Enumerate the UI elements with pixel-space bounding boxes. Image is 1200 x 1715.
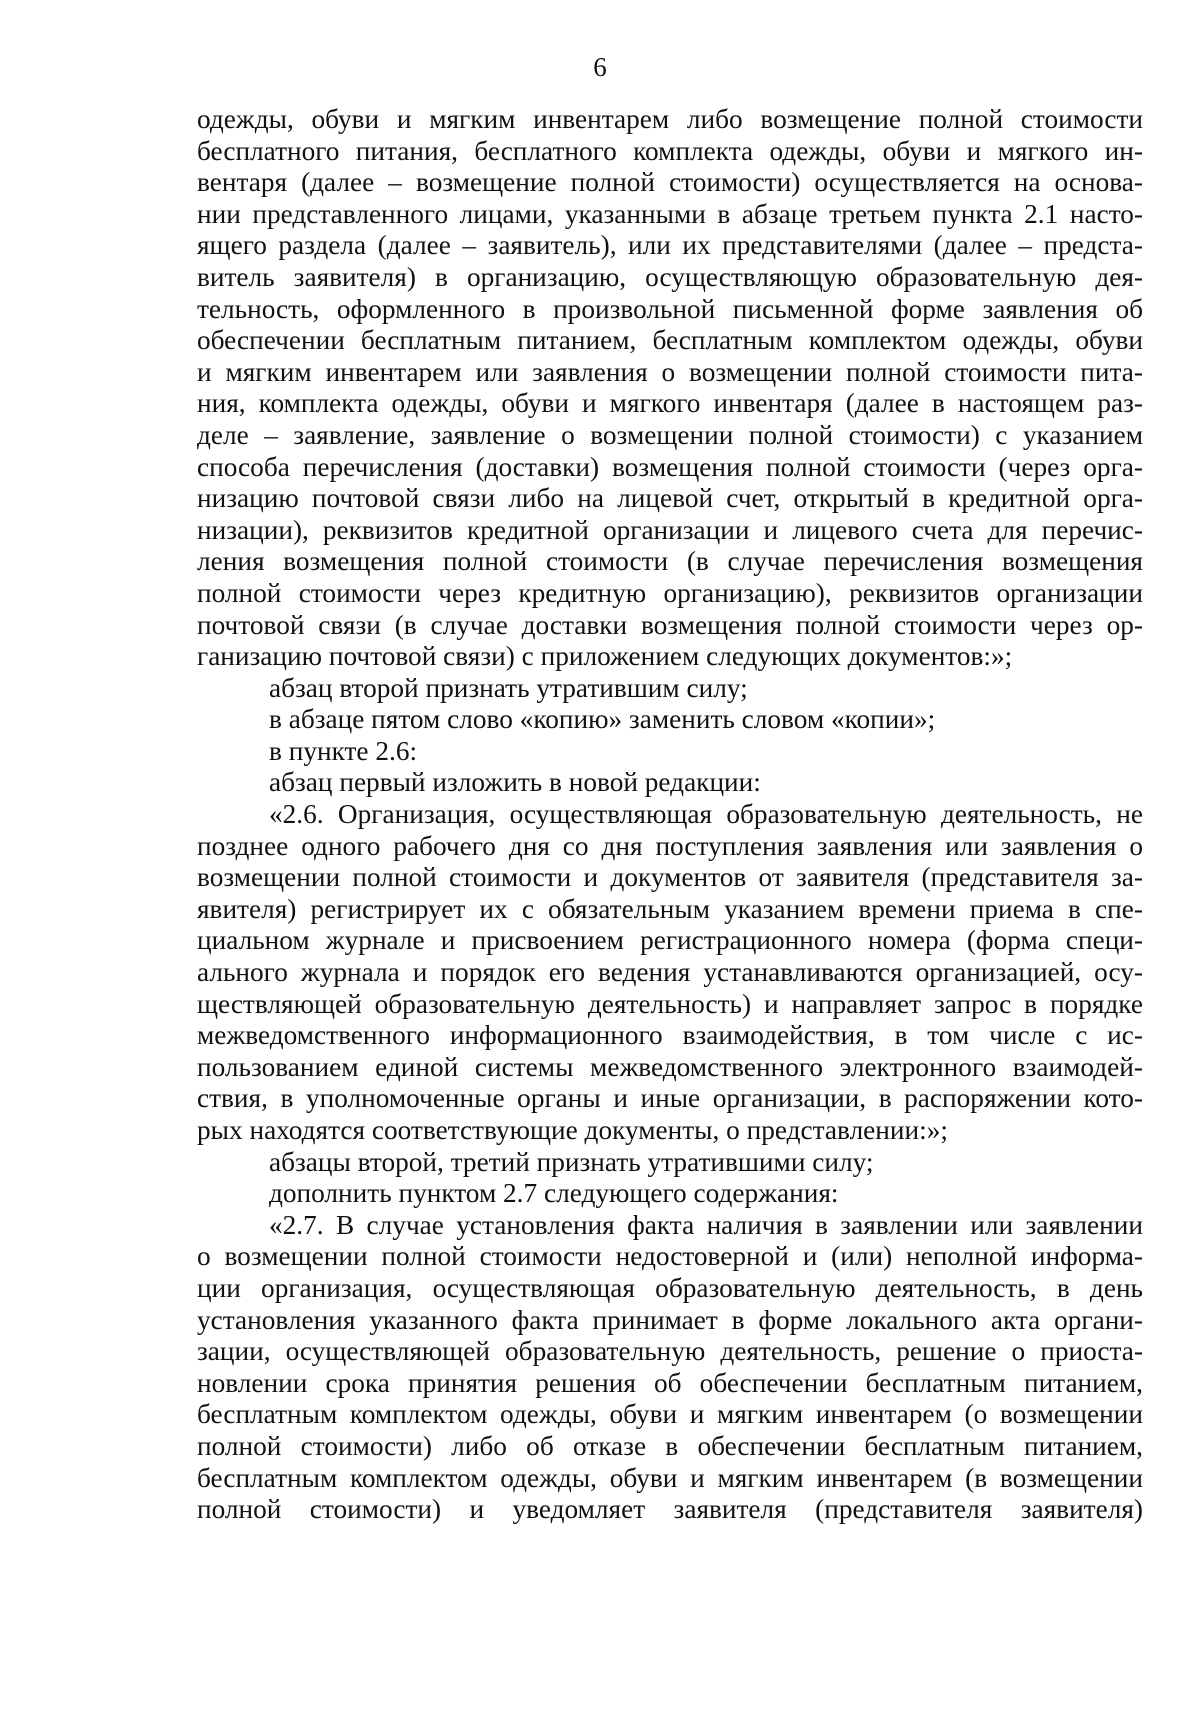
text-line: и мягким инвентарем или заявления о возмещении полной стоимости пита-	[197, 356, 1143, 387]
text-line: в пункте 2.6:	[269, 735, 418, 766]
text-line: ния, комплекта одежды, обуви и мягкого инвентаря (далее в настоящем раз-	[197, 388, 1143, 419]
text-line: бесплатным комплектом одежды, обуви и мягким инвентарем (о возмещении	[197, 1399, 1143, 1430]
text-line: ствия, в уполномоченные органы и иные организации, в распоряжении кото-	[197, 1083, 1143, 1114]
document-body	[197, 104, 1143, 1526]
text-line: способа перечисления (доставки) возмещения полной стоимости (через орга-	[197, 451, 1143, 482]
text-line: ального журнала и порядок его ведения устанавливаются организацией, осу-	[197, 957, 1143, 988]
text-line: пользованием единой системы межведомственного электронного взаимодей-	[197, 1051, 1143, 1082]
paragraph	[197, 1210, 1143, 1526]
text-line: явителя) регистрирует их с обязательным указанием времени приема в спе-	[197, 893, 1143, 924]
text-line: о возмещении полной стоимости недостоверной и (или) неполной информа-	[197, 1241, 1143, 1272]
text-line: ящего раздела (далее – заявитель), или их представителями (далее – предста-	[197, 230, 1143, 261]
text-line: витель заявителя) в организацию, осуществляющую образовательную дея-	[197, 261, 1143, 292]
paragraph	[197, 1147, 1143, 1179]
text-line: ления возмещения полной стоимости (в случае перечисления возмещения	[197, 546, 1143, 577]
text-line: нии представленного лицами, указанными в абзаце третьем пункта 2.1 насто-	[197, 198, 1143, 229]
text-line: низации), реквизитов кредитной организации и лицевого счета для перечис-	[197, 514, 1143, 545]
text-line: бесплатного питания, бесплатного комплекта одежды, обуви и мягкого ин-	[197, 135, 1143, 166]
text-line: «2.7. В случае установления факта наличия в заявлении или заявлении	[269, 1209, 1143, 1240]
text-line: бесплатным комплектом одежды, обуви и мягким инвентарем (в возмещении	[197, 1462, 1143, 1493]
text-line: зации, осуществляющей образовательную деятельность, решение о приоста-	[197, 1336, 1143, 1367]
text-line: циальном журнале и присвоением регистрационного номера (форма специ-	[197, 925, 1143, 956]
text-line: обеспечении бесплатным питанием, бесплатным комплектом одежды, обуви	[197, 325, 1143, 356]
paragraph	[197, 704, 1143, 736]
text-line: ществляющей образовательную деятельность) и направляет запрос в порядке	[197, 988, 1143, 1019]
text-line: возмещении полной стоимости и документов от заявителя (представителя за-	[197, 862, 1143, 893]
text-line: почтовой связи (в случае доставки возмещения полной стоимости через ор-	[197, 609, 1143, 640]
paragraph	[197, 1178, 1143, 1210]
page-number: 6	[593, 52, 607, 82]
text-line: установления указанного факта принимает в форме локального акта органи-	[197, 1304, 1143, 1335]
text-line: в абзаце пятом слово «копию» заменить словом «копии»;	[269, 704, 936, 735]
text-line: ции организация, осуществляющая образовательную деятельность, в день	[197, 1272, 1143, 1303]
paragraph	[197, 799, 1143, 1147]
paragraph	[197, 104, 1143, 673]
text-line: ганизацию почтовой связи) с приложением следующих документов:»;	[197, 641, 1013, 672]
text-line: позднее одного рабочего дня со дня поступления заявления или заявления о	[197, 830, 1143, 861]
text-line: полной стоимости) либо об отказе в обеспечении бесплатным питанием,	[197, 1430, 1143, 1461]
text-line: абзацы второй, третий признать утратившими силу;	[269, 1146, 874, 1177]
text-line: одежды, обуви и мягким инвентарем либо возмещение полной стоимости	[197, 104, 1143, 134]
text-line: полной стоимости через кредитную организацию), реквизитов организации	[197, 577, 1143, 608]
text-line: «2.6. Организация, осуществляющая образовательную деятельность, не	[269, 799, 1143, 830]
text-line: полной стоимости) и уведомляет заявителя (представителя заявителя)	[197, 1494, 1143, 1525]
text-line: межведомственного информационного взаимодействия, в том числе с ис-	[197, 1020, 1143, 1051]
text-line: деле – заявление, заявление о возмещении полной стоимости) с указанием	[197, 419, 1143, 450]
paragraph	[197, 767, 1143, 799]
text-line: вентаря (далее – возмещение полной стоимости) осуществляется на основа-	[197, 167, 1143, 198]
text-line: абзац первый изложить в новой редакции:	[269, 767, 761, 798]
text-line: рых находятся соответствующие документы, о представлении:»;	[197, 1115, 948, 1145]
text-line: низацию почтовой связи либо на лицевой счет, открытый в кредитной орга-	[197, 483, 1143, 514]
paragraph	[197, 673, 1143, 705]
text-line: новлении срока принятия решения об обеспечении бесплатным питанием,	[197, 1367, 1143, 1398]
text-line: дополнить пунктом 2.7 следующего содержания:	[269, 1178, 839, 1209]
text-line: абзац второй признать утратившим силу;	[269, 672, 748, 703]
text-line: тельность, оформленного в произвольной письменной форме заявления об	[197, 293, 1143, 324]
paragraph	[197, 736, 1143, 768]
